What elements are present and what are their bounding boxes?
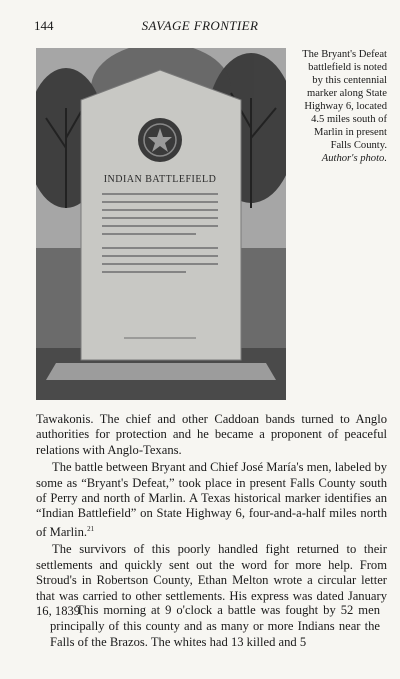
page-number: 144 <box>34 18 54 33</box>
paragraph-1: Tawakonis. The chief and other Caddoan bands turned to Anglo authorities for protection and he became a proponent of peaceful relations with Anglo-Texans. <box>36 412 387 457</box>
marker-photo <box>36 48 286 400</box>
caption-text: The Bryant's Defeat battlefield is noted by this centennial marker along State Highway 6, located 4.5 miles south of Marlin in present Falls County. <box>302 49 387 151</box>
marker-title: INDIAN BATTLEFIELD <box>103 174 217 185</box>
paragraph-2-text: The battle between Bryant and Chief José María's men, labeled by some as “Bryant's Defeat,” took place in present Falls County south of Perry and north of Marlin. A Texas historical marker identifies an “Indian Battlefield” on State Highway 6, four-and-a-half miles north of Marlin. <box>36 460 387 540</box>
footnote-marker: 21 <box>87 524 95 533</box>
running-head: SAVAGE FRONTIER <box>141 18 259 33</box>
paragraph-2 <box>36 460 387 540</box>
caption-credit: Author's photo. <box>321 153 387 164</box>
quote-text: This morning at 9 o'clock a battle was fought by 52 men principally of this county and as many or more Indians near the Falls of the Brazos. The whites had 13 killed and 5 <box>50 603 380 649</box>
block-quote <box>50 602 380 650</box>
paragraph-3: The survivors of this poorly handled fight returned to their settlements and quickly sent out the word for more help. From Stroud's in Robertson County, Ethan Melton wrote a circular letter that was carried to other settlements. His express was dated January 16, 1839. <box>36 542 387 619</box>
marker-photo-graphic <box>36 48 286 400</box>
body-text <box>36 412 387 619</box>
photo-caption <box>295 48 387 165</box>
